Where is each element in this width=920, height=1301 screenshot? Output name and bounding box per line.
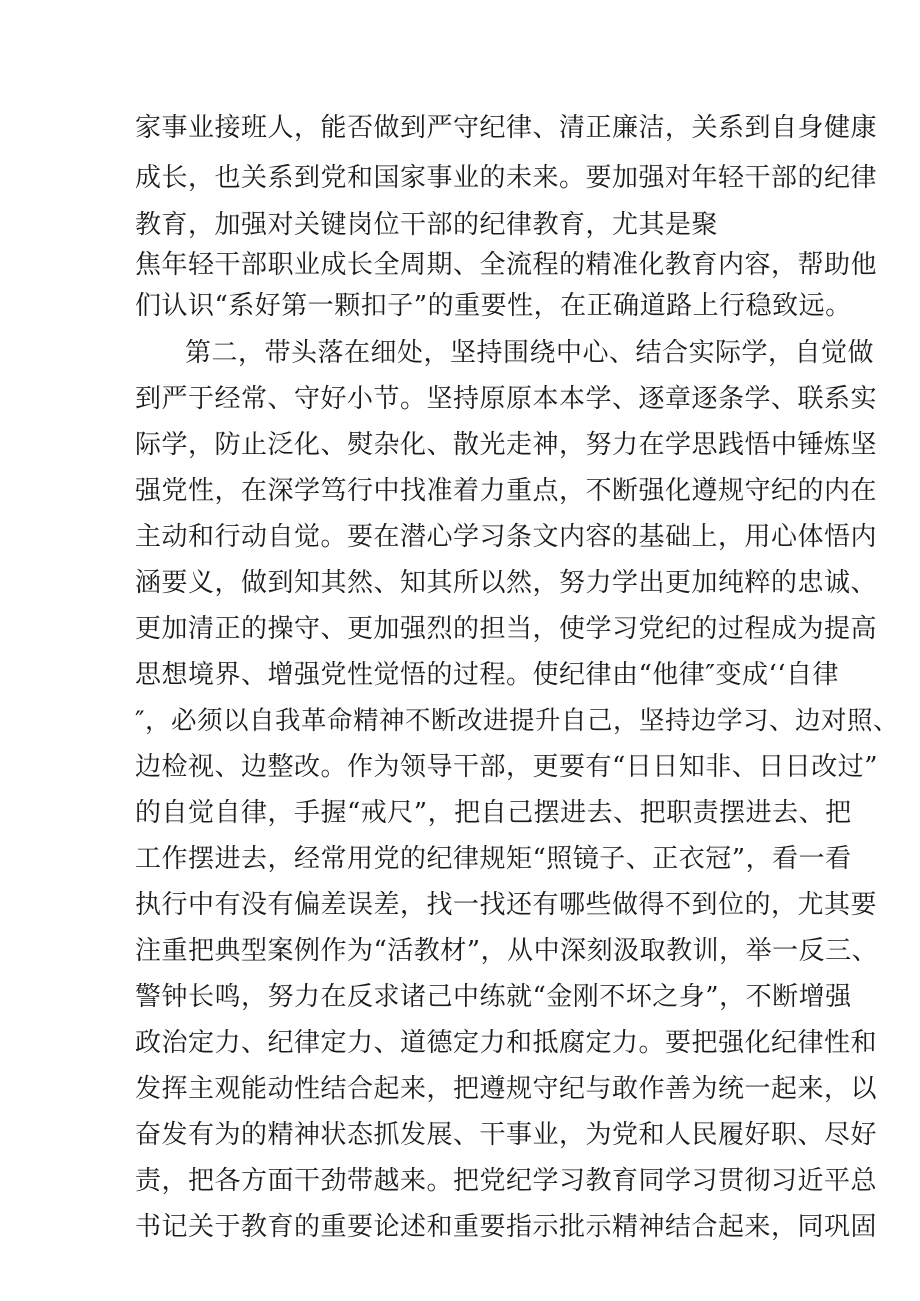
text-line: 书记关于教育的重要论述和重要指示批示精神结合起来，同巩固 — [135, 1212, 878, 1242]
paragraph-first-line: 第二，带头落在细处，坚持围绕中心、结合实际学，自觉做 — [185, 338, 875, 368]
text-line: 发挥主观能动性结合起来，把遵规守纪与敢作善为统一起来，以 — [135, 1074, 878, 1104]
text-line: 家事业接班人，能否做到严守纪律、清正廉洁，关系到自身健康 — [135, 113, 878, 143]
text-line: 际学，防止泛化、熨杂化、散光走神，努力在学思践悟中锤炼坚 — [135, 430, 878, 460]
text-line: 到严于经常、守好小节。坚持原原本本学、逐章逐条学、联系实 — [135, 384, 878, 414]
text-line: 们认识“系好第一颗扣子”的重要性，在正确道路上行稳致远。 — [135, 291, 852, 321]
text-line: 成长，也关系到党和国家事业的未来。要加强对年轻干部的纪律 — [135, 163, 878, 193]
text-line: 奋发有为的精神状态抓发展、干事业，为党和人民履好职、尽好 — [135, 1120, 878, 1150]
text-line: 主动和行动自觉。要在潜心学习条文内容的基础上，用心体悟内 — [135, 522, 878, 552]
text-line: 边检视、边整改。作为领导干部，更要有“日日知非、日日改过” — [135, 752, 879, 782]
text-line: ″，必须以自我革命精神不断改进提升自己，坚持边学习、边对照、 — [135, 706, 900, 736]
text-line: 警钟长鸣，努力在反求诸己中练就“金刚不坏之身”，不断增强 — [135, 982, 852, 1012]
text-line: 焦年轻干部职业成长全周期、全流程的精准化教育内容，帮助他 — [135, 250, 878, 280]
text-line: 强党性，在深学笃行中找准着力重点，不断强化遵规守纪的内在 — [135, 476, 878, 506]
text-line: 思想境界、增强党性觉悟的过程。使纪律由“他律″变成‘‘自律 — [135, 660, 840, 690]
text-line: 的自觉自律，手握“戒尺”，把自己摆进去、把职责摆进去、把 — [135, 798, 852, 828]
text-line: 政治定力、纪律定力、道德定力和抵腐定力。要把强化纪律性和 — [135, 1028, 878, 1058]
text-line: 责，把各方面干劲带越来。把党纪学习教育同学习贯彻习近平总 — [135, 1166, 878, 1196]
text-line: 教育，加强对关键岗位干部的纪律教育，尤其是聚 — [135, 210, 719, 240]
text-line: 执行中有没有偏差误差，找一找还有哪些做得不到位的，尤其要 — [135, 890, 878, 920]
text-line: 涵要义，做到知其然、知其所以然，努力学出更加纯粹的忠诚、 — [135, 568, 878, 598]
text-line: 工作摆进去，经常用党的纪律规矩“照镜子、正衣冠”，看一看 — [135, 844, 852, 874]
text-line: 注重把典型案例作为“活教材”，从中深刻汲取教训，举一反三、 — [135, 936, 879, 966]
text-line: 更加清正的操守、更加强烈的担当，使学习党纪的过程成为提高 — [135, 614, 878, 644]
